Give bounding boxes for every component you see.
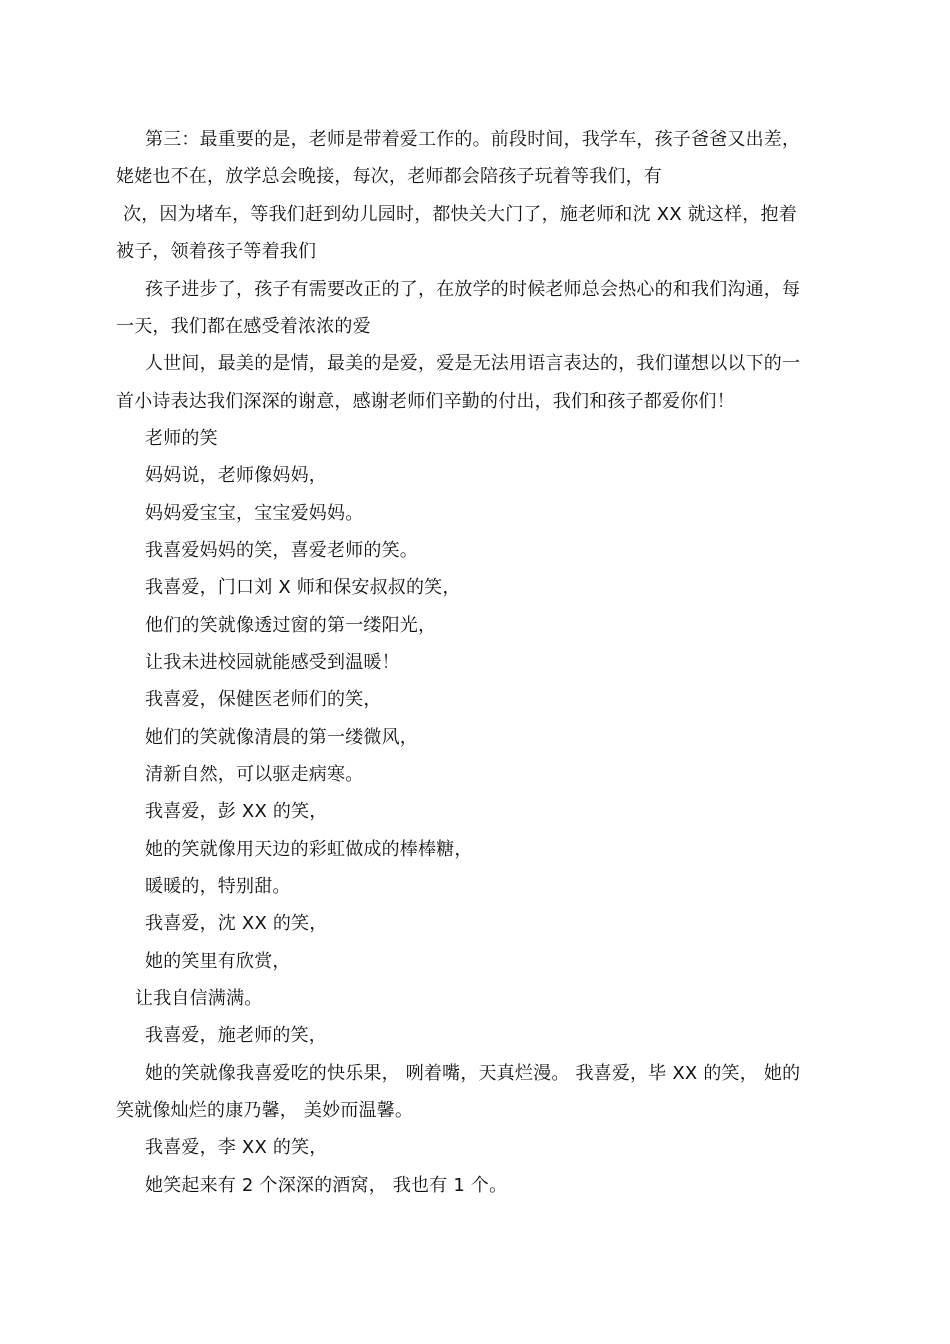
paragraph-line: 人世间，最美的是情，最美的是爱，爱是无法用语言表达的，我们谨想以以下的一 (145, 353, 801, 374)
poem-line: 我喜爱，沈 XX 的笑， (145, 913, 328, 934)
poem-line: 她笑起来有 2 个深深的酒窝， 我也有 1 个。 (145, 1175, 508, 1196)
paragraph-line: 姥姥也不在，放学总会晚接，每次，老师都会陪孩子玩着等我们，有 (116, 166, 662, 187)
poem-line: 暖暖的，特别甜。 (145, 876, 291, 897)
poem-line: 我喜爱，保健医老师们的笑， (145, 689, 382, 710)
poem-line: 笑就像灿烂的康乃馨， 美妙而温馨。 (116, 1100, 414, 1121)
poem-line: 她们的笑就像清晨的第一缕微风， (145, 727, 418, 748)
paragraph-line: 首小诗表达我们深深的谢意，感谢老师们辛勤的付出，我们和孩子都爱你们！ (116, 391, 735, 412)
poem-line: 让我自信满满。 (135, 988, 263, 1009)
poem-line: 我喜爱，门口刘 X 师和保安叔叔的笑， (145, 577, 461, 598)
paragraph-line: 一天，我们都在感受着浓浓的爱 (116, 316, 371, 337)
poem-line: 我喜爱，彭 XX 的笑， (145, 801, 328, 822)
poem-line: 他们的笑就像透过窗的第一缕阳光， (145, 615, 437, 636)
paragraph-line: 次，因为堵车，等我们赶到幼儿园时，都快关大门了，施老师和沈 XX 就这样，抱着 (123, 204, 797, 225)
poem-line: 我喜爱，李 XX 的笑， (145, 1137, 328, 1158)
poem-line: 妈妈爱宝宝，宝宝爱妈妈。 (145, 503, 364, 524)
poem-line: 她的笑就像用天边的彩虹做成的棒棒糖， (145, 839, 473, 860)
poem-line: 她的笑里有欣赏， (145, 951, 291, 972)
poem-line: 我喜爱，施老师的笑， (145, 1025, 327, 1046)
paragraph-line: 第三：最重要的是，老师是带着爱工作的。前段时间，我学车，孩子爸爸又出差， (145, 129, 801, 150)
poem-line: 她的笑就像我喜爱吃的快乐果， 咧着嘴，天真烂漫。 我喜爱，毕 XX 的笑， 她的 (145, 1063, 801, 1084)
poem-line: 妈妈说，老师像妈妈， (145, 465, 327, 486)
poem-line: 让我未进校园就能感受到温暖！ (145, 652, 400, 673)
paragraph-line: 孩子进步了，孩子有需要改正的了，在放学的时候老师总会热心的和我们沟通，每 (145, 279, 801, 300)
poem-title: 老师的笑 (145, 428, 218, 449)
paragraph-line: 被子，领着孩子等着我们 (116, 241, 317, 262)
poem-line: 清新自然，可以驱走病寒。 (145, 764, 364, 785)
poem-line: 我喜爱妈妈的笑，喜爱老师的笑。 (145, 540, 418, 561)
